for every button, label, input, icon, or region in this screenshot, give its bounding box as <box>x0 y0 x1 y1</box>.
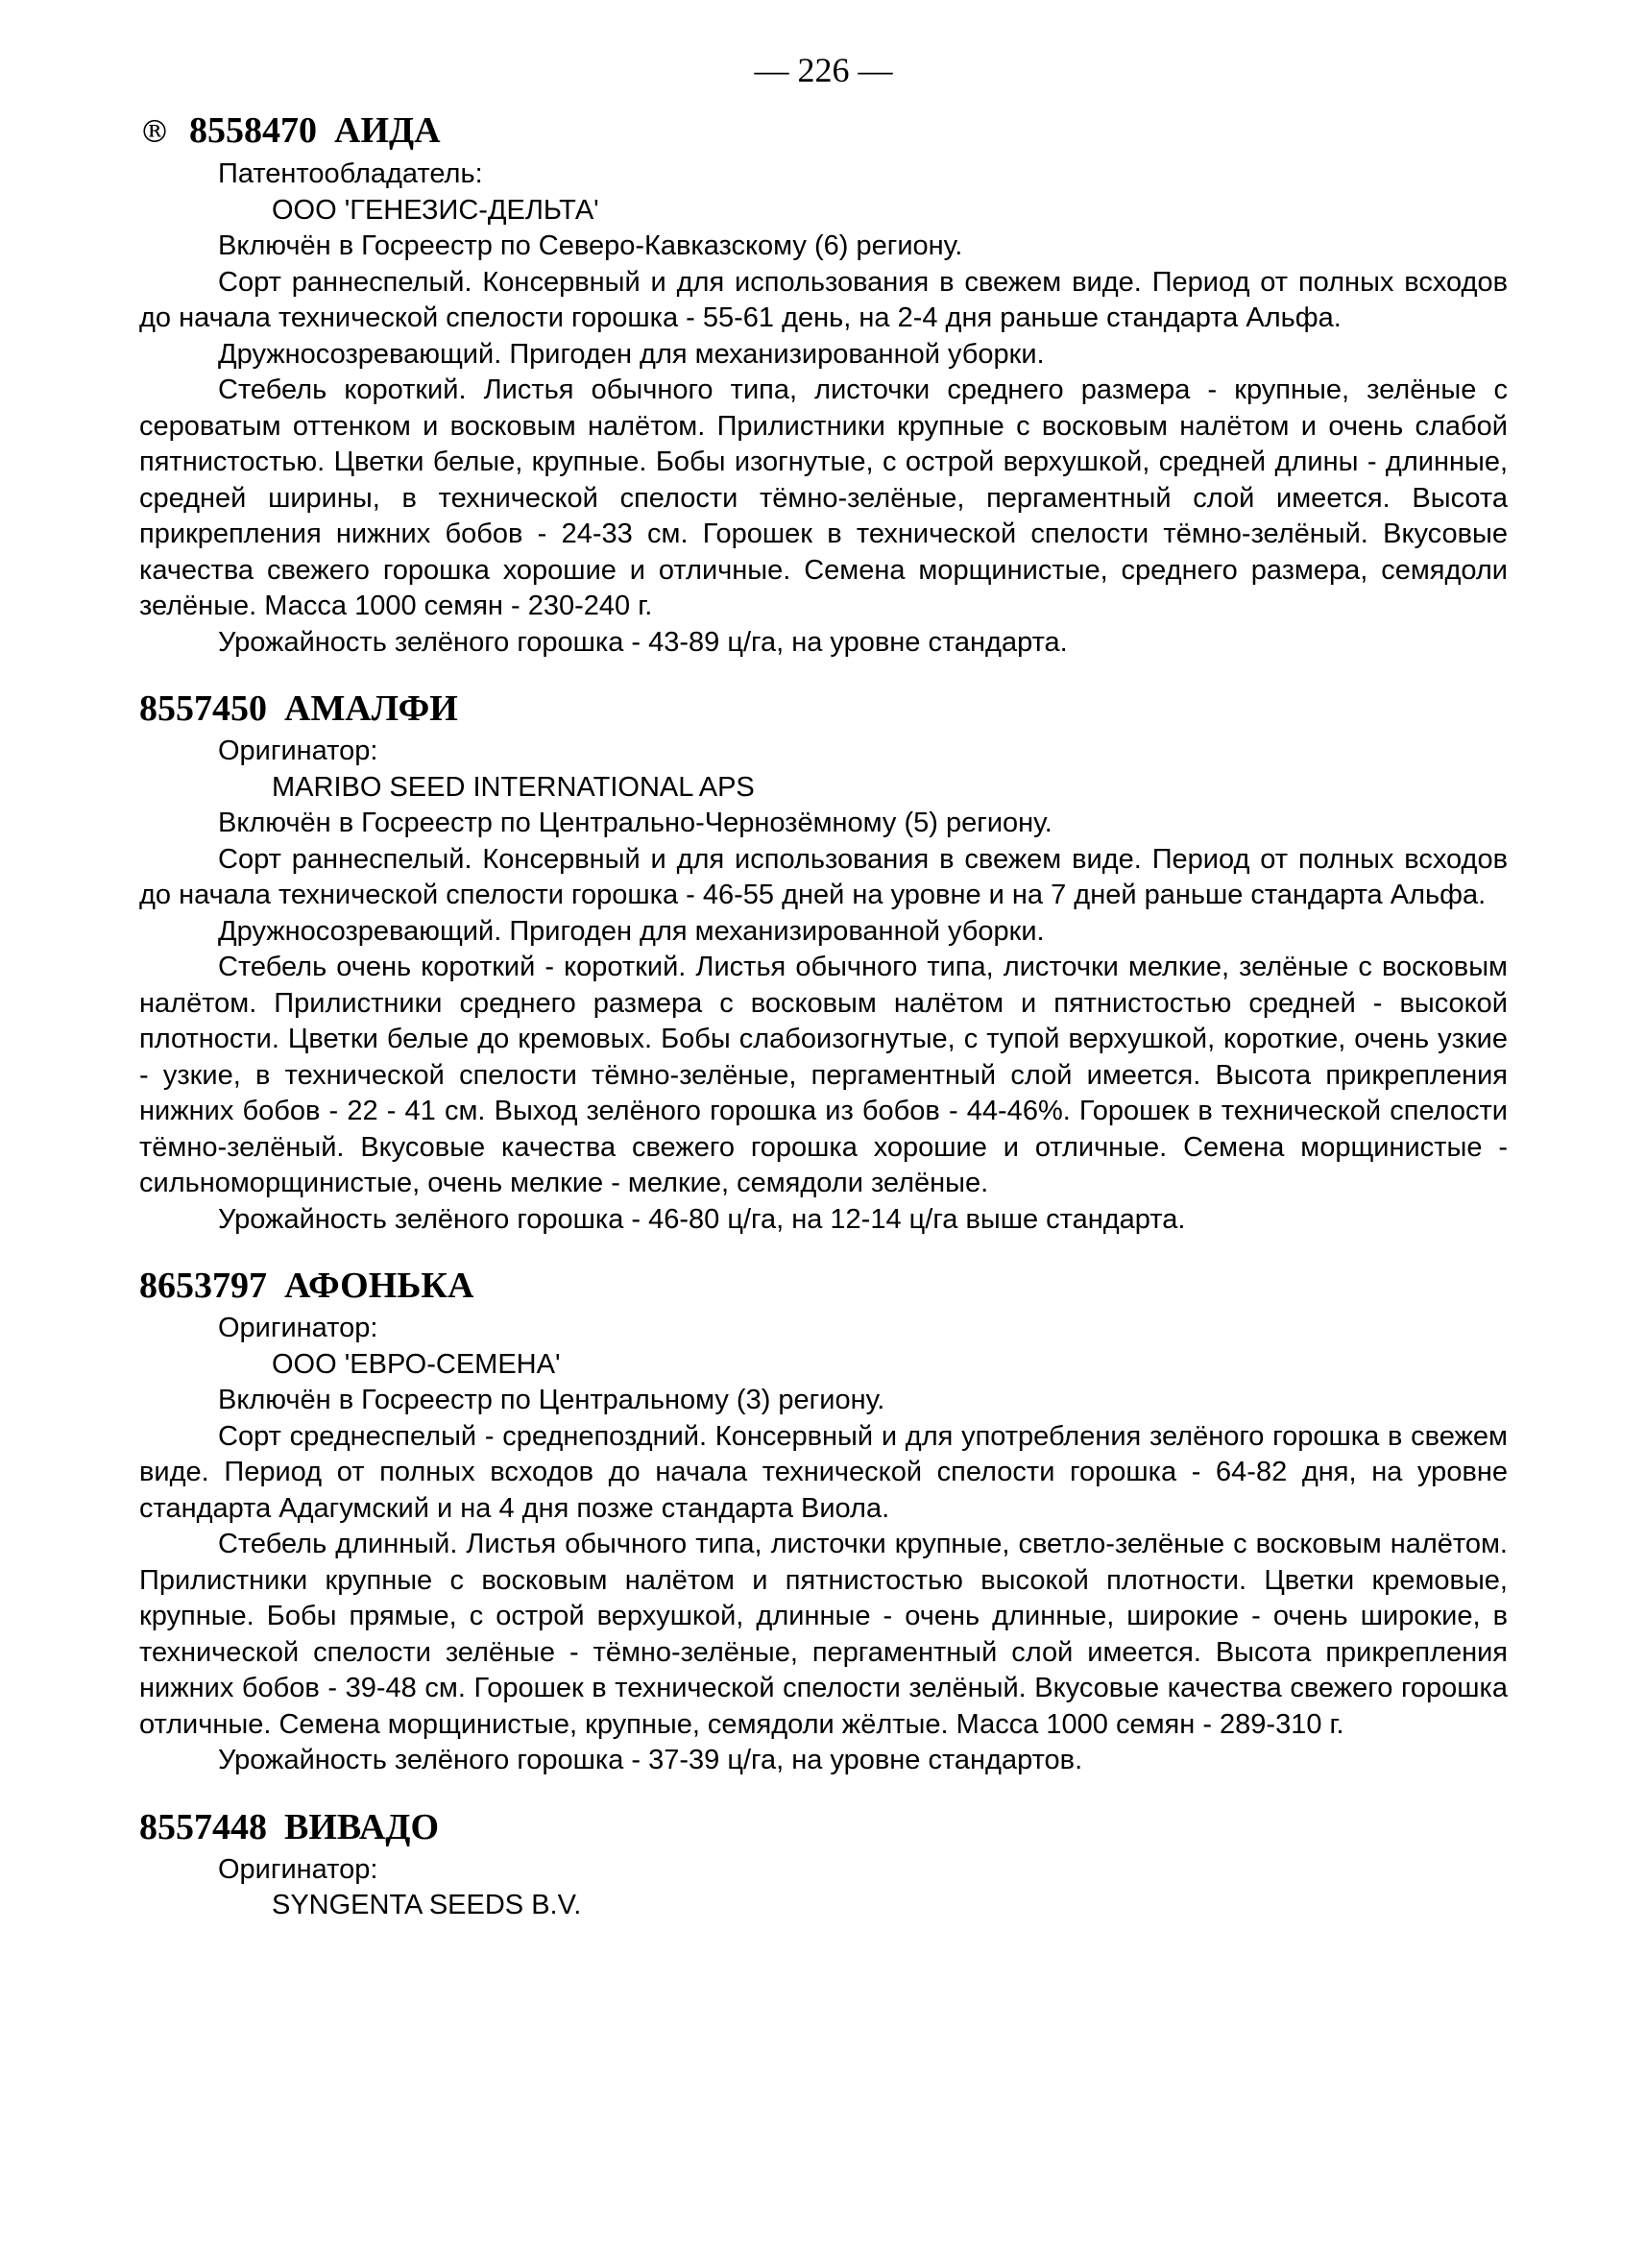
registry-region: Включён в Госреестр по Северо-Кавказскому (6) региону. <box>218 230 963 261</box>
document-page <box>139 50 1508 1924</box>
owner-name: SYNGENTA SEEDS B.V. <box>272 1890 582 1920</box>
yield-paragraph: Урожайность зелёного горошка - 46-80 ц/га, на 12-14 ц/га выше стандарта. <box>218 1203 1186 1235</box>
owner-label: Оригинатор: <box>218 1313 378 1343</box>
variety-number: 8557448 <box>139 1806 267 1847</box>
registered-mark-icon: ® <box>139 113 170 150</box>
variety-number: 8558470 <box>189 110 317 151</box>
description-paragraph: Стебель длинный. Листья обычного типа, листочки крупные, светло-зелёные с восковым налётом. Прилистники крупные с восковым налётом и пятнистостью высокой плотности. Цветки кремовые, крупные. Бобы прямые, с острой верхушкой, длинные - очень длинные, широкие - очень широкие, в технической спелости зелёные - тёмно-зелёные, пергаментный слой имеется. Высота прикрепления нижних бобов - 39-48 см. Горошек в технической спелости зелёный. Вкусовые качества свежего горошка отличные. Семена морщинистые, крупные, семядоли жёлтые. Масса 1000 семян - 289-310 г. <box>139 1529 1508 1740</box>
variety-heading <box>139 106 1508 157</box>
registry-region: Включён в Госреестр по Центрально-Чернозёмному (5) региону. <box>218 808 1052 838</box>
variety-entry-vivado <box>139 1802 1508 1924</box>
variety-heading <box>139 1261 1508 1311</box>
variety-entry-amalfi <box>139 684 1508 1238</box>
description-paragraph: Стебель короткий. Листья обычного типа, листочки среднего размера - крупные, зелёные с сероватым оттенком и восковым налётом. Прилистники крупные с восковым налётом и очень слабой пятнистостью. Цветки белые, крупные. Бобы изогнутые, с острой верхушкой, средней длины - длинные, средней ширины, в технической спелости тёмно-зелёные, пергаментный слой имеется. Высота прикрепления нижних бобов - 24-33 см. Горошек в технической спелости тёмно-зелёный. Вкусовые качества свежего горошка хорошие и отличные. Семена морщинистые, среднего размера, семядоли зелёные. Масса 1000 семян - 230-240 г. <box>139 374 1508 621</box>
yield-paragraph: Урожайность зелёного горошка - 43-89 ц/га, на уровне стандарта. <box>218 626 1068 658</box>
owner-name: ООО 'ГЕНЕЗИС-ДЕЛЬТА' <box>272 194 599 226</box>
description-paragraph: Сорт среднеспелый - среднепоздний. Консервный и для употребления зелёного горошка в свежем виде. Период от полных всходов до начала технической спелости горошка - 64-82 дня, на уровне стандарта Адагумский и на 4 дня позже стандарта Виола. <box>139 1420 1508 1524</box>
owner-label: Патентообладатель: <box>218 158 483 189</box>
yield-paragraph: Урожайность зелёного горошка - 37-39 ц/га, на уровне стандартов. <box>218 1745 1083 1775</box>
variety-name: АФОНЬКА <box>284 1266 474 1306</box>
variety-heading <box>139 684 1508 734</box>
variety-number: 8557450 <box>139 688 267 729</box>
variety-entry-aida <box>139 106 1508 661</box>
description-paragraph: Дружносозревающий. Пригоден для механизированной уборки. <box>218 338 1045 370</box>
variety-heading <box>139 1802 1508 1852</box>
owner-name: MARIBO SEED INTERNATIONAL APS <box>272 771 755 803</box>
variety-name: АМАЛФИ <box>284 688 458 729</box>
description-paragraph: Дружносозревающий. Пригоден для механизированной уборки. <box>218 915 1045 947</box>
owner-label: Оригинатор: <box>218 736 378 766</box>
owner-label: Оригинатор: <box>218 1853 378 1885</box>
variety-number: 8653797 <box>139 1266 267 1306</box>
owner-name: ООО 'ЕВРО-СЕМЕНА' <box>272 1348 561 1380</box>
description-paragraph: Сорт раннеспелый. Консервный и для использования в свежем виде. Период от полных всходов до начала технической спелости горошка - 55-61 день, на 2-4 дня раньше стандарта Альфа. <box>139 266 1508 333</box>
description-paragraph: Стебель очень короткий - короткий. Листья обычного типа, листочки мелкие, зелёные с восковым налётом. Прилистники среднего размера с восковым налётом и пятнистостью средней - высокой плотности. Цветки белые до кремовых. Бобы слабоизогнутые, с тупой верхушкой, короткие, очень узкие - узкие, в технической спелости тёмно-зелёные, пергаментный слой имеется. Высота прикрепления нижних бобов - 22 - 41 см. Выход зелёного горошка из бобов - 44-46%. Горошек в технической спелости тёмно-зелёный. Вкусовые качества свежего горошка хорошие и отличные. Семена морщинистые - сильноморщинистые, очень мелкие - мелкие, семядоли зелёные. <box>139 952 1508 1198</box>
page-number: — 226 — <box>754 51 893 89</box>
variety-name: ВИВАДО <box>284 1806 439 1847</box>
description-paragraph: Сорт раннеспелый. Консервный и для использования в свежем виде. Период от полных всходов до начала технической спелости горошка - 46-55 дней на уровне и на 7 дней раньше стандарта Альфа. <box>139 843 1508 910</box>
registry-region: Включён в Госреестр по Центральному (3) региону. <box>218 1385 885 1415</box>
variety-name: АИДА <box>334 110 441 151</box>
variety-entry-afonka <box>139 1261 1508 1779</box>
